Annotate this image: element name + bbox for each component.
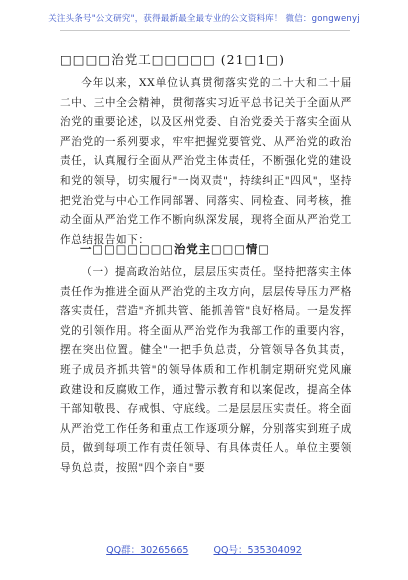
intro-paragraph: 今年以来，XX单位认真贯彻落实党的二十大和二十届二中、三中全会精神，贯彻落实习近平总书记关于全面从严治党的重要论述，以及区州党委、自治党委关于落实全面从严治党的一系列要求，牢牢把握党要管党、从严治党的政治责任，认真履行全面从严治党主体责任，不断强化党的建设和党的领导，切实履行"一岗双责"，持续纠正"四风"，坚持把党治党与中心工作同部署、同落实、同检查、同考核，推动全面从严治党工作不断向纵深发展，现将全面从严治党工作总结报告如下：	[60, 77, 352, 246]
header-banner: 关注头条号"公文研究"，获得最新最全最专业的公文资料库！ 微信：gongwenyj	[48, 14, 360, 24]
document-title: □□□□治党工□□□□□ (21□1□)	[60, 52, 285, 67]
footer-qq-number: QQ号：535304092	[213, 545, 302, 556]
footer-contact	[0, 542, 408, 556]
body-paragraph: （一）提高政治站位，层层压实责任。坚持把落实主体责任作为推进全面从严治党的主攻方向，层层传导压力严格落实责任，营造"齐抓共管、能抓善管"良好格局。一是发挥党的引领作用。将全面从严治党作为我部工作的重要内容，摆在突出位置。健全"一把手负总责，分管领导各负其责，班子成员齐抓共管"的领导体质和工作机制定期研究党风廉政建设和反腐败工作，通过警示教育和以案促改，提高全体干部知敬畏、存戒惧、守底线。二是层层压实责任。将全面从严治党工作任务和重点工作逐项分解，分别落实到班子成员，做到每项工作有责任领导、有具体责任人。单位主要领导负总责，按照"四个亲自"要	[60, 266, 352, 474]
section-heading: 一□□□□□□□治党主□□□情□	[80, 242, 270, 256]
footer-qq-group: QQ群：30265665	[106, 545, 189, 556]
header-divider	[60, 30, 350, 31]
